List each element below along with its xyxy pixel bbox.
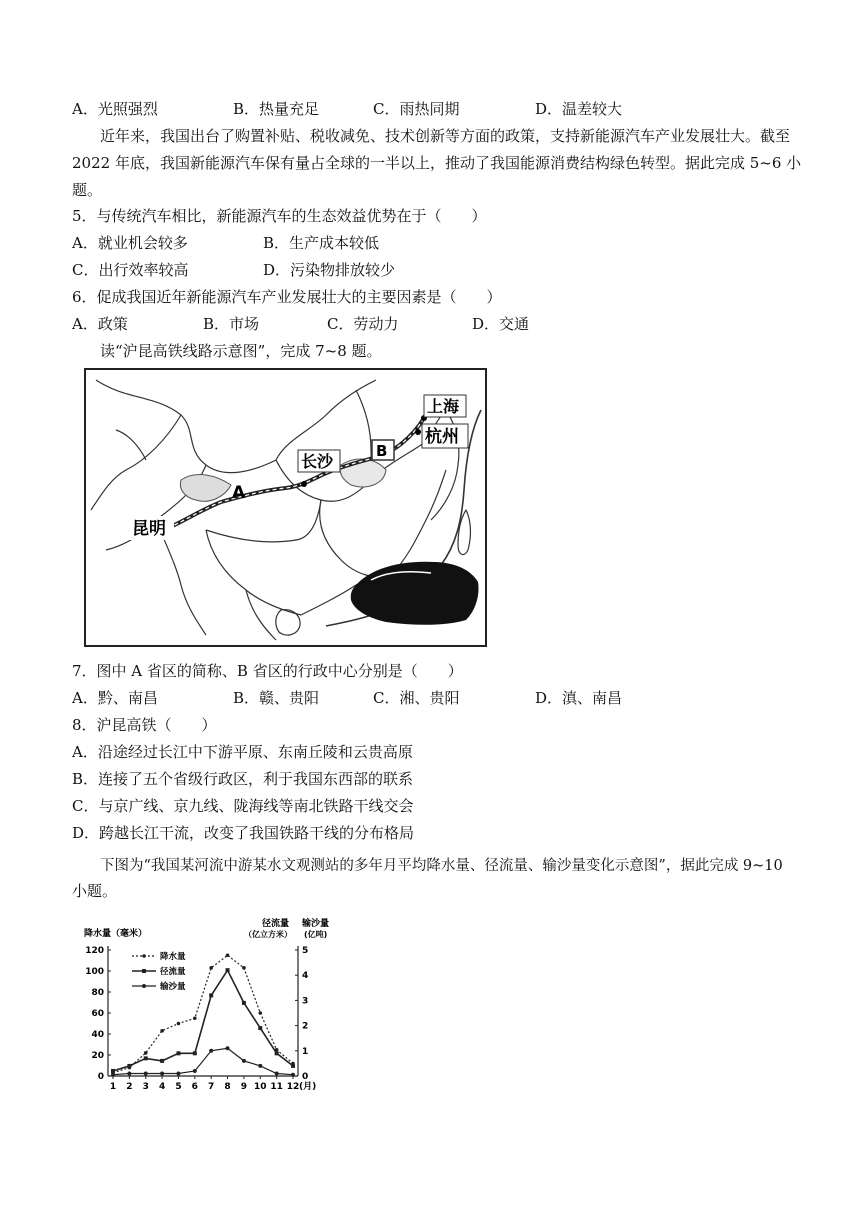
left-tick-label: 40 [91, 1030, 104, 1040]
border-line [276, 380, 376, 460]
precip-point [209, 966, 213, 970]
sediment-point [291, 1073, 295, 1077]
sediment-point [127, 1071, 131, 1075]
precip-point [226, 953, 230, 957]
map-graphic [86, 370, 486, 646]
hangzhou-dot [415, 429, 421, 435]
q4-option-a: A．光照强烈 [72, 100, 158, 118]
q8-option-d: D．跨越长江干流，改变了我国铁路干线的分布格局 [72, 824, 415, 842]
x-tick-label: 2 [126, 1082, 133, 1092]
x-tick-label: 12 [286, 1082, 300, 1092]
intro-7-8: 读“沪昆高铁线路示意图”，完成 7~8 题。 [100, 342, 382, 360]
province-a-shade [180, 475, 231, 502]
left-tick-label: 80 [91, 988, 104, 998]
x-tick-label: 4 [158, 1082, 166, 1092]
a-label: A [232, 483, 246, 503]
border-line [96, 380, 276, 473]
sediment-point [209, 1049, 213, 1053]
runoff-point [193, 1051, 197, 1055]
right-axis-label1: 径流量 [262, 919, 290, 929]
q4-option-c: C．雨热同期 [373, 100, 460, 118]
precip-point [144, 1051, 148, 1055]
left-axis-label: 降水量（毫米） [84, 929, 148, 939]
railway-map [84, 368, 487, 647]
right-tick-label: 1 [302, 1046, 309, 1057]
legend-runoff-marker [142, 969, 146, 973]
intro-9-10-line2: 小题。 [72, 882, 118, 900]
sediment-point [111, 1073, 115, 1077]
hainan-outline [276, 610, 300, 635]
precip-point [160, 1029, 164, 1033]
sediment-point [242, 1059, 246, 1063]
q5-option-c: C．出行效率较高 [72, 261, 189, 279]
legend-precip-marker [142, 954, 146, 958]
right-tick-label: 3 [302, 996, 309, 1007]
sediment-point [258, 1064, 262, 1068]
left-tick-label: 60 [91, 1009, 104, 1019]
border-line [116, 430, 146, 460]
precip-point [193, 1016, 197, 1020]
province-b-shade [340, 459, 386, 487]
changsha-label: 长沙 [301, 452, 334, 471]
intro-5-6-line2: 2022 年底，我国新能源汽车保有量占全球的一半以上，推动了我国能源消费结构绿色转型。据此完成 5~6 小 [72, 154, 802, 172]
runoff-point [144, 1056, 148, 1060]
hydro-chart-svg [76, 916, 336, 1096]
border-line [320, 500, 391, 577]
q8-stem: 8．沪昆高铁（ ） [72, 716, 217, 734]
q6-stem: 6．促成我国近年新能源汽车产业发展壮大的主要因素是（ ） [72, 288, 502, 306]
q6-option-b: B．市场 [203, 315, 260, 333]
sediment-point [144, 1071, 148, 1075]
q7-stem: 7．图中 A 省区的简称、B 省区的行政中心分别是（ ） [72, 662, 463, 680]
sediment-point [160, 1071, 164, 1075]
border-line [91, 415, 181, 510]
runoff-point [291, 1064, 295, 1068]
right-tick-label: 4 [302, 971, 309, 982]
q5-option-a: A．就业机会较多 [72, 234, 188, 252]
legend-sediment-marker [142, 984, 146, 988]
runoff-point [127, 1064, 131, 1068]
x-tick-label: 6 [191, 1082, 198, 1092]
hangzhou-label: 杭州 [425, 427, 459, 447]
right-axis-label2b: (亿吨) [304, 930, 328, 939]
q7-option-c: C．湘、贵阳 [373, 689, 460, 707]
precip-point [242, 966, 246, 970]
sediment-point [226, 1046, 230, 1050]
x-tick-label: 11 [270, 1082, 283, 1092]
runoff-point [160, 1059, 164, 1063]
q6-option-a: A．政策 [72, 315, 128, 333]
x-axis-suffix: (月) [299, 1082, 317, 1092]
right-axis-label1b: （亿立方米） [244, 930, 292, 939]
q5-stem: 5．与传统汽车相比，新能源汽车的生态效益优势在于（ ） [72, 207, 487, 225]
q8-option-b: B．连接了五个省级行政区，利于我国东西部的联系 [72, 770, 414, 788]
sediment-point [275, 1071, 279, 1075]
x-tick-label: 10 [254, 1082, 267, 1092]
right-tick-label: 2 [302, 1021, 309, 1032]
x-tick-label: 7 [208, 1082, 215, 1092]
b-label: B [376, 442, 388, 460]
runoff-point [275, 1051, 279, 1055]
left-tick-label: 20 [91, 1051, 104, 1061]
intro-5-6-line3: 题。 [72, 181, 103, 199]
x-tick-label: 9 [240, 1082, 248, 1092]
q4-option-d: D．温差较大 [535, 100, 623, 118]
runoff-point [242, 1001, 246, 1005]
left-tick-label: 120 [85, 946, 104, 956]
right-tick-label: 5 [302, 946, 309, 956]
chart-legend [132, 951, 186, 992]
legend-precip-label: 降水量 [160, 952, 186, 962]
x-tick-label: 8 [224, 1082, 231, 1092]
border-line [246, 590, 276, 640]
right-tick-label: 0 [302, 1072, 309, 1082]
q7-option-d: D．滇、南昌 [535, 689, 623, 707]
precip-point [258, 1011, 262, 1015]
intro-5-6-line1: 近年来，我国出台了购置补贴、税收减免、技术创新等方面的政策，支持新能源汽车产业发展壮大。截至 [100, 127, 791, 145]
precip-point [177, 1022, 181, 1026]
x-tick-label: 5 [175, 1082, 182, 1092]
left-tick-label: 100 [85, 967, 104, 977]
border-line [206, 530, 301, 615]
q8-option-a: A．沿途经过长江中下游平原、东南丘陵和云贵高原 [72, 743, 413, 761]
kunming-label: 昆明 [132, 519, 166, 539]
changsha-dot [301, 481, 307, 487]
intro-9-10-line1: 下图为“我国某河流中游某水文观测站的多年月平均降水量、径流量、输沙量变化示意图”，据此完成 9~10 [100, 858, 783, 874]
x-tick-label: 1 [109, 1082, 117, 1092]
shanghai-label: 上海 [427, 397, 460, 416]
q4-option-b: B．热量充足 [233, 100, 320, 118]
q5-option-d: D．污染物排放较少 [263, 261, 396, 279]
q6-option-c: C．劳动力 [327, 315, 399, 333]
hydro-chart [76, 916, 336, 1096]
q7-option-b: B．赣、贵阳 [233, 689, 320, 707]
runoff-point [111, 1069, 115, 1073]
legend-runoff-label: 径流量 [160, 967, 186, 977]
sediment-point [193, 1069, 197, 1073]
q7-option-a: A．黔、南昌 [72, 689, 158, 707]
runoff-point [176, 1051, 180, 1055]
q8-option-c: C．与京广线、京九线、陇海线等南北铁路干线交会 [72, 797, 414, 815]
left-tick-label: 0 [97, 1072, 104, 1082]
runoff-point [226, 968, 230, 972]
legend-sediment-label: 输沙量 [160, 982, 186, 992]
border-line [391, 470, 446, 575]
series-line-0 [113, 955, 293, 1073]
x-tick-label: 3 [142, 1082, 149, 1092]
right-axis-label2: 输沙量 [302, 919, 330, 929]
sediment-point [176, 1071, 180, 1075]
series-line-1 [113, 970, 293, 1071]
runoff-point [209, 993, 213, 997]
runoff-point [258, 1026, 262, 1030]
q5-option-b: B．生产成本较低 [263, 234, 380, 252]
border-line [206, 500, 321, 542]
q6-option-d: D．交通 [472, 315, 530, 333]
